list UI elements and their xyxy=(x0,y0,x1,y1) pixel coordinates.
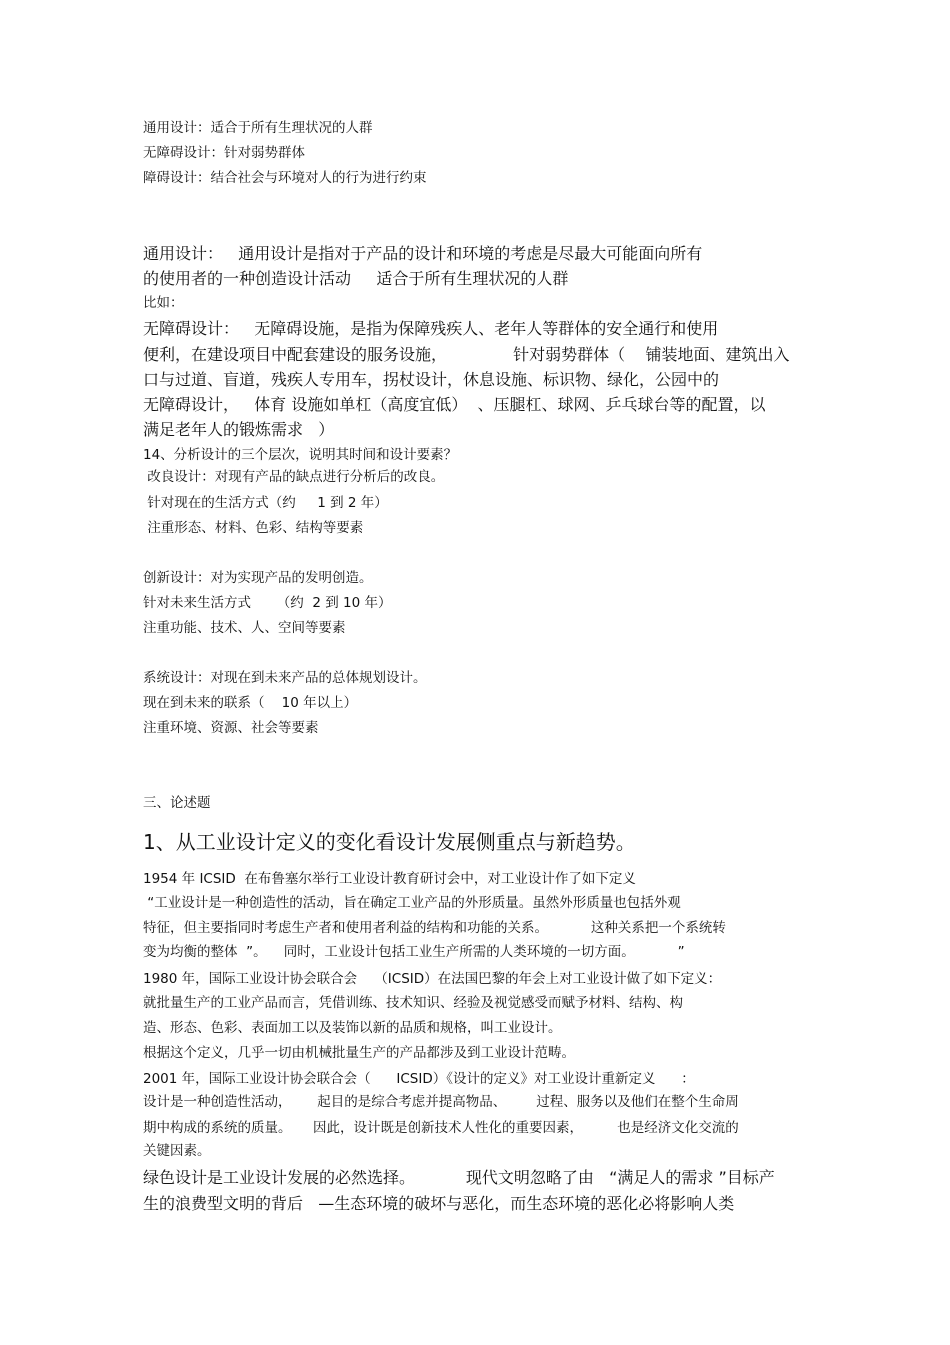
text-line: 无障碍设计：针对弱势群体 xyxy=(143,145,305,161)
text-line: 根据这个定义，几乎一切由机械批量生产的产品都涉及到工业设计范畴。 xyxy=(143,1045,575,1061)
text-line: 障碍设计：结合社会与环境对人的行为进行约束 xyxy=(143,170,427,186)
text-line: 改良设计：对现有产品的缺点进行分析后的改良。 xyxy=(143,469,445,485)
text-line: 系统设计：对现在到未来产品的总体规划设计。 xyxy=(143,670,427,686)
text-line: 注重环境、资源、社会等要素 xyxy=(143,720,319,736)
text-line: 变为均衡的整体 ”。 同时，工业设计包括工业生产所需的人类环境的一切方面。 ” xyxy=(143,944,685,960)
text-line: 关键因素。 xyxy=(143,1143,211,1159)
text-line: 无障碍设计： 无障碍设施，是指为保障残疾人、老年人等群体的安全通行和使用 xyxy=(143,319,719,338)
text-line: 现在到未来的联系（ 10 年以上） xyxy=(143,695,358,711)
section-heading: 三、论述题 xyxy=(143,795,211,811)
text-line: 便利，在建设项目中配套建设的服务设施， 针对弱势群体（ 铺装地面、建筑出入 xyxy=(143,345,790,364)
text-line: 的使用者的一种创造设计活动 适合于所有生理状况的人群 xyxy=(143,269,569,288)
text-line: 比如： xyxy=(143,295,184,311)
text-line: 通用设计： 通用设计是指对于产品的设计和环境的考虑是尽最大可能面向所有 xyxy=(143,244,703,263)
text-line: 创新设计：对为实现产品的发明创造。 xyxy=(143,570,373,586)
text-line: 口与过道、盲道，残疾人专用车，拐杖设计，休息设施、标识物、绿化，公园中的 xyxy=(143,370,720,389)
text-line: 就批量生产的工业产品而言，凭借训练、技术知识、经验及视觉感受而赋予材料、结构、构 xyxy=(143,995,683,1011)
text-line: 期中构成的系统的质量。 因此，设计既是创新技术人性化的重要因素， 也是经济文化交流的 xyxy=(143,1120,739,1136)
essay-title: 1、从工业设计定义的变化看设计发展侧重点与新趋势。 xyxy=(143,830,636,854)
text-line: 1954 年 ICSID 在布鲁塞尔举行工业设计教育研讨会中，对工业设计作了如下定义 xyxy=(143,871,636,887)
question-heading: 14、分析设计的三个层次，说明其时间和设计要素？ xyxy=(143,447,458,463)
text-line: 无障碍设计， 体育 设施如单杠（高度宜低） 、压腿杠、球网、乒乓球台等的配置，以 xyxy=(143,395,766,414)
text-line: 满足老年人的锻炼需求 ） xyxy=(143,420,335,439)
text-line: 造、形态、色彩、表面加工以及装饰以新的品质和规格，叫工业设计。 xyxy=(143,1020,562,1036)
text-line: 1980 年，国际工业设计协会联合会 （ICSID）在法国巴黎的年会上对工业设计做了如下定义： xyxy=(143,971,722,987)
text-line: 2001 年，国际工业设计协会联合会（ ICSID）《设计的定义》对工业设计重新定义 ： xyxy=(143,1071,695,1087)
text-line: 注重功能、技术、人、空间等要素 xyxy=(143,620,346,636)
text-line: “工业设计是一种创造性的活动，旨在确定工业产品的外形质量。虽然外形质量也包括外观 xyxy=(143,895,681,911)
text-line: 针对未来生活方式 （约 2 到 10 年） xyxy=(143,595,392,611)
text-line: 设计是一种创造性活动， 起目的是综合考虑并提高物品、 过程、服务以及他们在整个生命周 xyxy=(143,1094,739,1110)
text-line: 特征，但主要指同时考虑生产者和使用者利益的结构和功能的关系。 这种关系把一个系统转 xyxy=(143,920,726,936)
text-line: 生的浪费型文明的背后 —生态环境的破坏与恶化，而生态环境的恶化必将影响人类 xyxy=(143,1194,735,1213)
text-line: 注重形态、材料、色彩、结构等要素 xyxy=(143,520,364,536)
text-line: 针对现在的生活方式（约 1 到 2 年） xyxy=(143,495,388,511)
text-line: 绿色设计是工业设计发展的必然选择。 现代文明忽略了由 “满足人的需求 ”目标产 xyxy=(143,1168,775,1187)
text-line: 通用设计：适合于所有生理状况的人群 xyxy=(143,120,373,136)
